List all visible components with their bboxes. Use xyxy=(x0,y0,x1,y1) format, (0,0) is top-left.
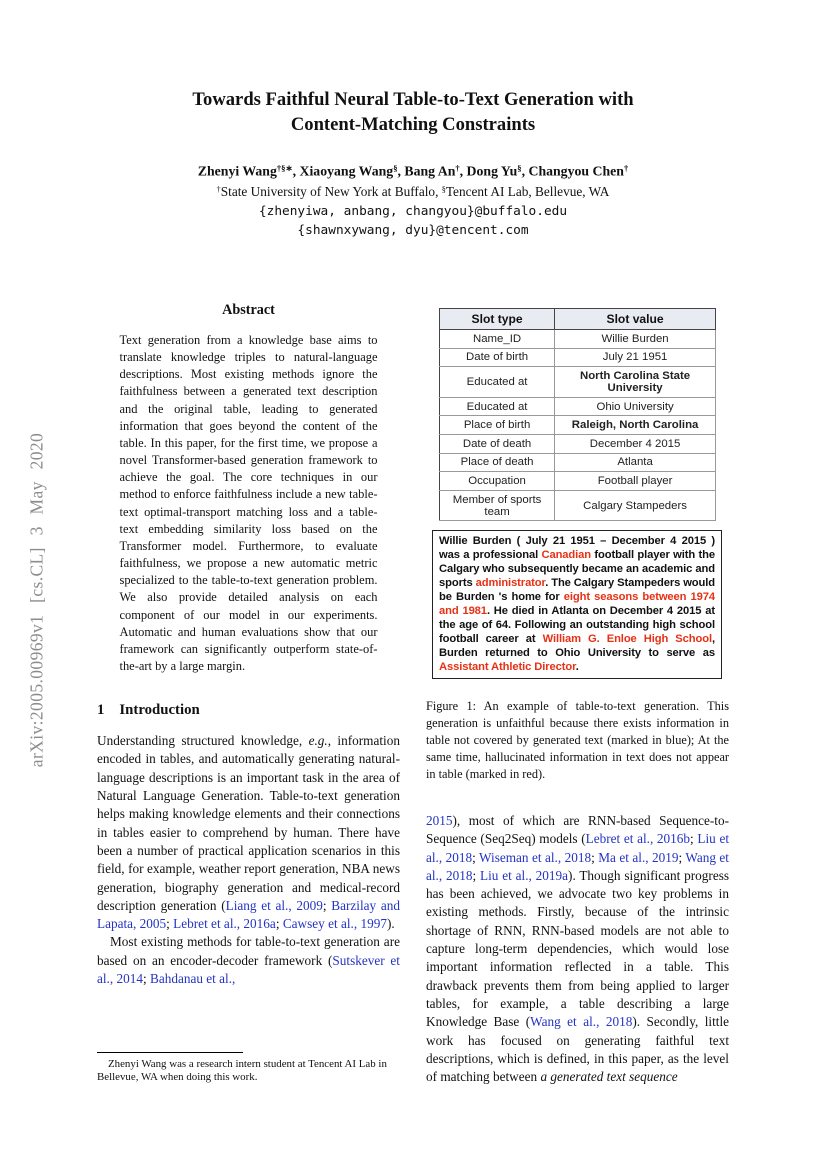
generated-text-box xyxy=(432,530,722,679)
text-segment: Zhenyi Wang xyxy=(197,163,277,179)
table-row xyxy=(440,397,716,416)
text-segment: , information encoded in tables, and automatically generating natural-language descriptions is an important task in the area of Natural Language Generation. Table-to-text generation helps making knowledge elements and their connections in tables easier to comprehend by human. There have been a number of practical application scenarios in this field, for example, weather report generation, NBA news generation, biography generation and medical-record description generation ( xyxy=(97,733,400,913)
table-header-slot-value: Slot value xyxy=(555,309,716,330)
text-segment: Understanding structured knowledge, xyxy=(97,733,309,749)
text-segment: William G. Enloe High School xyxy=(542,632,712,645)
arxiv-watermark: arXiv:2005.00969v1 [cs.CL] 3 May 2020 xyxy=(26,432,47,768)
affiliation-line xyxy=(97,184,729,200)
text-segment: , Burden returned to Ohio University to serve as xyxy=(439,632,715,659)
email-line-tencent: {shawnxywang, dyu}@tencent.com xyxy=(297,223,529,239)
text-segment: Canadian xyxy=(541,549,592,562)
citation-link[interactable]: Ma et al., 2019 xyxy=(598,849,679,865)
text-segment: , Bang An xyxy=(397,163,456,179)
title-block xyxy=(97,88,729,238)
citation-link[interactable]: Liu et al., 2018 xyxy=(426,831,730,865)
text-segment: † xyxy=(455,163,460,173)
slot-type-cell: Date of death xyxy=(440,434,555,453)
text-segment: football player with the Calgary who subsequently became an academic and sports xyxy=(439,549,716,590)
slot-value-cell: December 4 2015 xyxy=(555,434,716,453)
citation-link[interactable]: Bahdanau et al., xyxy=(150,970,236,986)
slot-type-cell: Member of sports team xyxy=(440,490,555,521)
citation-link[interactable]: 2015 xyxy=(426,812,453,828)
text-segment: ). Secondly, little work has focused on generating faithful text descriptions, which is defined, in this paper, as the level of matching between xyxy=(426,1014,730,1085)
slot-type-cell: Educated at xyxy=(440,367,555,398)
table-row xyxy=(440,472,716,491)
slot-type-cell: Place of birth xyxy=(440,416,555,435)
slot-type-cell: Educated at xyxy=(440,397,555,416)
table-header-row xyxy=(440,309,716,330)
footnote-rule xyxy=(97,1052,243,1053)
right-column-paragraph xyxy=(426,812,729,1086)
text-segment: § xyxy=(393,163,398,173)
text-segment: Most existing methods for table-to-text generation are based on an encoder-decoder framework ( xyxy=(97,934,400,968)
intro-paragraph-1 xyxy=(97,732,400,933)
text-segment: ; xyxy=(166,916,174,932)
text-segment: eight seasons between 1974 and 1981 xyxy=(439,590,716,617)
section-title: Introduction xyxy=(119,702,200,719)
email-line-buffalo: {zhenyiwa, anbang, changyou}@buffalo.edu xyxy=(258,204,568,220)
citation-link[interactable]: Wang et al., 2018 xyxy=(426,849,729,883)
slot-value-cell: Ohio University xyxy=(555,397,716,416)
left-column xyxy=(97,302,400,988)
text-segment: , Changyou Chen xyxy=(521,163,624,179)
table-row xyxy=(440,367,716,398)
author-line xyxy=(97,163,729,179)
section-number: 1 xyxy=(97,702,105,719)
slot-type-cell: Date of birth xyxy=(440,348,555,367)
text-segment: ; xyxy=(591,849,599,865)
text-segment: e.g. xyxy=(308,733,328,749)
title-line-1: Towards Faithful Neural Table-to-Text Generation with xyxy=(192,89,634,110)
text-segment: administrator xyxy=(475,577,546,590)
figure1-caption: Figure 1: An example of table-to-text generation. This generation is unfaithful because there exists information in table not covered by generated text (marked in blue); At the same time, hallucinated information in text does not appear in table (marked in red). xyxy=(426,699,729,782)
text-segment: ; xyxy=(143,970,150,986)
text-segment: ). xyxy=(386,916,395,932)
figure1-slot-table xyxy=(439,308,716,521)
text-segment: , Dong Yu xyxy=(459,163,518,179)
slot-type-cell: Name_ID xyxy=(440,330,555,349)
text-segment: † xyxy=(216,185,221,195)
text-segment: ; xyxy=(678,849,686,865)
text-segment: Willie Burden ( July 21 1951 – December 4 2015 ) was a professional xyxy=(439,535,715,562)
text-segment: State University of New York at Buffalo, xyxy=(220,184,442,200)
text-segment: Assistant Athletic Director xyxy=(439,660,576,673)
text-segment: ; xyxy=(472,867,481,883)
slot-type-cell: Occupation xyxy=(440,472,555,491)
footnote-text: Zhenyi Wang was a research intern student at Tencent AI Lab in Bellevue, WA when doing this work. xyxy=(97,1058,387,1084)
text-segment: Tencent AI Lab, Bellevue, WA xyxy=(445,184,610,200)
slot-type-cell: Place of death xyxy=(440,453,555,472)
text-segment: ), most of which are RNN-based Sequence-to-Sequence (Seq2Seq) models ( xyxy=(426,812,729,847)
table-row xyxy=(440,453,716,472)
citation-link[interactable]: Sutskever et al., 2014 xyxy=(97,952,400,986)
citation-link[interactable]: Lebret et al., 2016b xyxy=(585,831,691,847)
slot-value-cell: North Carolina State University xyxy=(555,367,716,398)
table-row xyxy=(440,330,716,349)
slot-table-body xyxy=(440,330,716,521)
text-segment: ). Though significant progress has been achieved, we advocate two key problems in existing methods. Firstly, because of the intrinsic shortage of RNN, RNN-based models are not able to capture long-term dependencies, which would lose important information reflected in a table. This drawback prevents them from being applied to larger tables, for example, a table describing a large Knowledge Base ( xyxy=(426,867,730,1030)
abstract-text: Text generation from a knowledge base aims to translate knowledge triples to natural-language descriptions. Most existing methods ignore the faithfulness between a generated text description and the original table, leading to generated information that goes beyond the content of the table. In this paper, for the first time, we propose a novel Transformer-based generation framework to achieve the goal. The core techniques in our method to enforce faithfulness include a new table-text optimal-transport matching loss and a table-text embedding similarity loss based on the Transformer model. Furthermore, to evaluate faithfulness, we propose a new automatic metric specialized to the table-to-text generation problem. We also provide detailed analysis on each component of our model in our experiments. Automatic and human evaluations show that our framework can significantly outperform state-of-the-art by a large margin. xyxy=(119,333,378,673)
section-heading-introduction xyxy=(97,702,400,719)
slot-value-cell: Willie Burden xyxy=(555,330,716,349)
text-segment: § xyxy=(517,163,522,173)
intro-paragraph-2 xyxy=(97,933,400,988)
table-row xyxy=(440,348,716,367)
text-segment: a generated text sequence xyxy=(540,1069,678,1085)
citation-link[interactable]: Liu et al., 2019a xyxy=(480,867,569,883)
text-segment: § xyxy=(441,185,446,195)
slot-value-cell: Atlanta xyxy=(555,453,716,472)
text-segment: ; xyxy=(472,849,480,865)
citation-link[interactable]: Liang et al., 2009 xyxy=(225,897,323,913)
citation-link[interactable]: Lebret et al., 2016a xyxy=(173,916,276,932)
table-row xyxy=(440,434,716,453)
citation-link[interactable]: Barzilay and Lapata, 2005 xyxy=(97,897,400,932)
right-column xyxy=(426,308,729,1086)
table-row xyxy=(440,490,716,521)
citation-link[interactable]: Wang et al., 2018 xyxy=(530,1014,633,1030)
slot-value-cell: Raleigh, North Carolina xyxy=(555,416,716,435)
text-segment: †§∗ xyxy=(276,163,293,173)
text-segment: , Xiaoyang Wang xyxy=(292,163,394,179)
title-line-2: Content-Matching Constraints xyxy=(290,113,536,135)
text-segment: ; xyxy=(322,897,332,913)
footnote-block xyxy=(97,1052,400,1085)
text-segment: † xyxy=(623,163,629,173)
text-segment: . He died in Atlanta on December 4 2015 at the age of 64. Following an outstanding high school football career at xyxy=(439,604,715,645)
slot-table-head xyxy=(440,309,716,330)
table-header-slot-type: Slot type xyxy=(440,309,555,330)
slot-value-cell: Football player xyxy=(555,472,716,491)
text-segment: ; xyxy=(690,831,698,847)
text-segment: ; xyxy=(275,916,283,932)
citation-link[interactable]: Cawsey et al., 1997 xyxy=(282,916,387,932)
table-row xyxy=(440,416,716,435)
slot-value-cell: July 21 1951 xyxy=(555,348,716,367)
abstract-heading: Abstract xyxy=(222,302,275,318)
text-segment: . xyxy=(575,660,579,673)
slot-value-cell: Calgary Stampeders xyxy=(555,490,716,521)
paper-title xyxy=(97,88,729,137)
citation-link[interactable]: Wiseman et al., 2018 xyxy=(479,849,592,865)
text-segment: . The Calgary Stampeders would be Burden 's home for xyxy=(439,577,716,603)
